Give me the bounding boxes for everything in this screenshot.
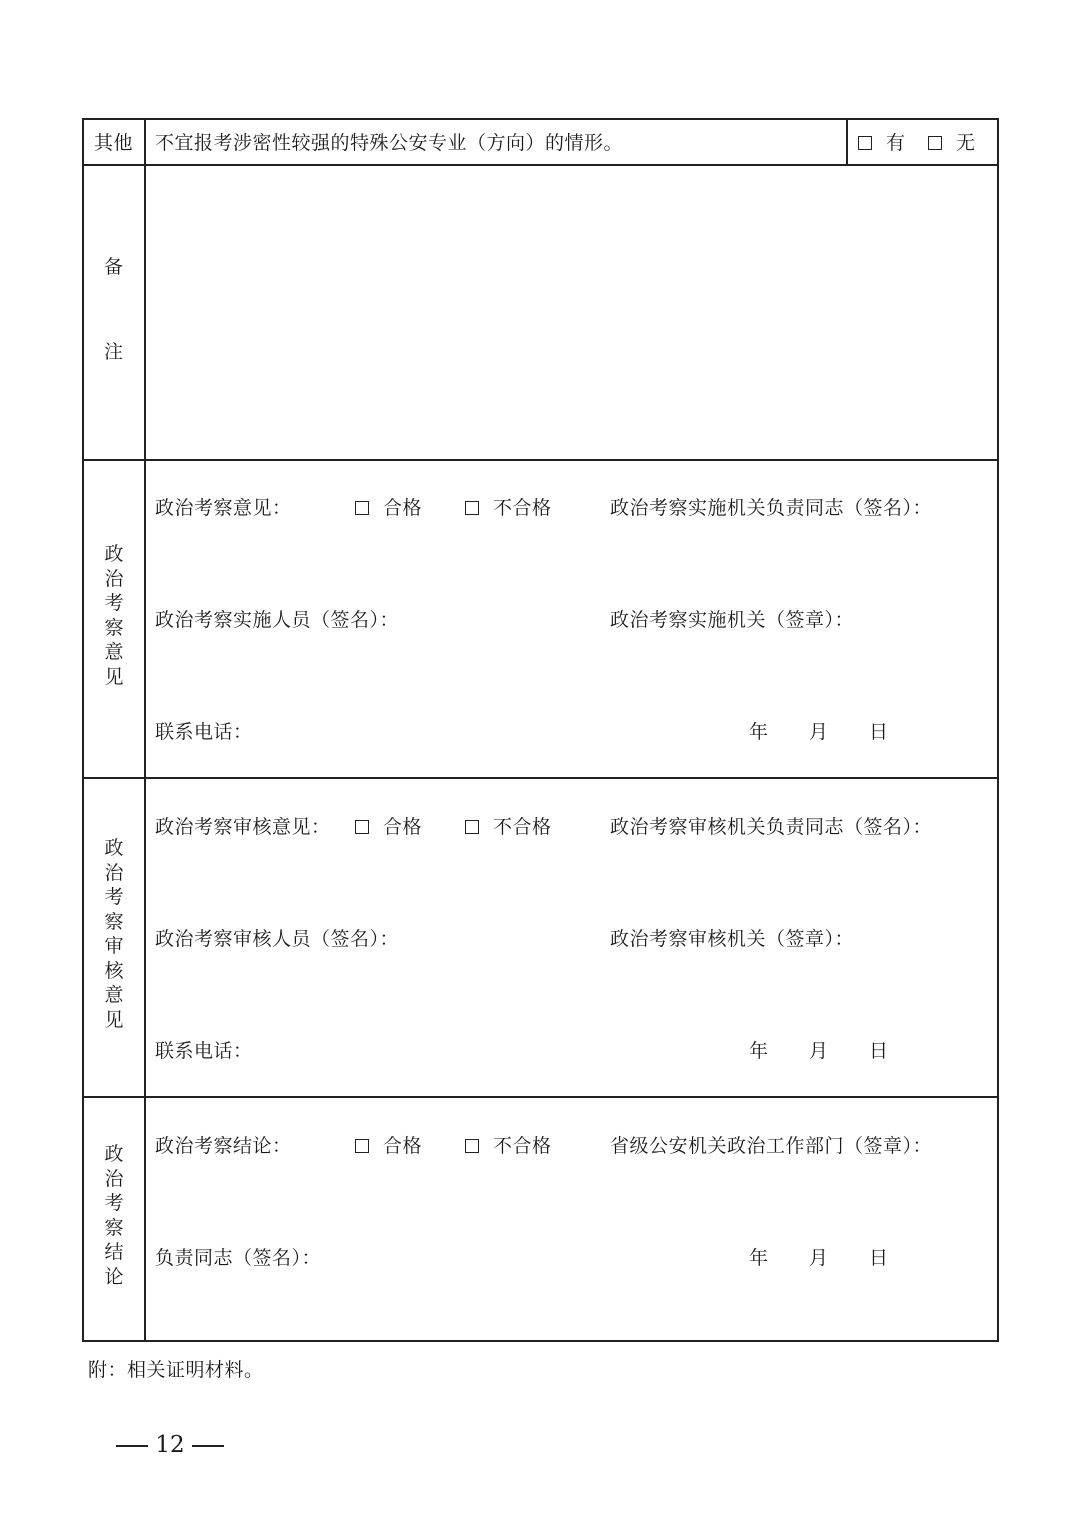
- opinion-leader-signature: 政治考察实施机关负责同志（签名）：: [610, 497, 933, 519]
- conclusion-fail-option[interactable]: 不合格: [465, 1134, 552, 1158]
- remarks-label-char-1: 备: [104, 256, 124, 278]
- review-leader-signature: 政治考察审核机关负责同志（签名）：: [610, 816, 933, 838]
- review-pass-checkbox[interactable]: [355, 820, 369, 834]
- opinion-phone: 联系电话：: [155, 721, 253, 743]
- row-divider-3: [82, 777, 999, 779]
- remarks-field[interactable]: [147, 167, 995, 457]
- label-column-divider: [144, 118, 146, 1342]
- other-label: 其他: [94, 132, 134, 154]
- table-border-top: [82, 118, 999, 120]
- page-number-value: 12: [155, 1432, 185, 1458]
- review-month: 月: [809, 1040, 829, 1062]
- review-phone: 联系电话：: [155, 1040, 253, 1062]
- opinion-staff-signature: 政治考察实施人员（签名）：: [155, 609, 400, 631]
- opinion-org-seal: 政治考察实施机关（签章）：: [610, 609, 855, 631]
- review-field-label: 政治考察审核意见：: [155, 816, 331, 838]
- review-fail-option[interactable]: 不合格: [465, 815, 552, 839]
- opinion-pass-option[interactable]: 合格: [355, 496, 422, 520]
- conclusion-dept-seal: 省级公安机关政治工作部门（签章）：: [610, 1135, 933, 1157]
- review-fail-checkbox[interactable]: [465, 820, 479, 834]
- other-no-option[interactable]: [928, 131, 976, 155]
- opinion-fail-option[interactable]: 不合格: [465, 496, 552, 520]
- table-border-right: [997, 118, 999, 1342]
- review-staff-signature: 政治考察审核人员（签名）：: [155, 928, 400, 950]
- review-year: 年: [749, 1040, 769, 1062]
- conclusion-fail-checkbox[interactable]: [465, 1139, 479, 1153]
- conclusion-month: 月: [809, 1247, 829, 1269]
- table-border-bottom: [82, 1340, 999, 1342]
- opinion-day: 日: [869, 721, 889, 743]
- other-row-divider: [846, 118, 848, 165]
- row-divider-1: [82, 164, 999, 166]
- opinion-month: 月: [809, 721, 829, 743]
- page-number-dash-right: [192, 1445, 224, 1446]
- yes-label: 有: [886, 132, 906, 154]
- opinion-field-label: 政治考察意见：: [155, 497, 292, 519]
- yes-checkbox[interactable]: [858, 136, 872, 150]
- opinion-fail-checkbox[interactable]: [465, 501, 479, 515]
- other-text: 不宜报考涉密性较强的特殊公安专业（方向）的情形。: [155, 132, 624, 154]
- other-yes-option[interactable]: [858, 131, 906, 155]
- no-checkbox[interactable]: [928, 136, 942, 150]
- page-number-dash-left: [116, 1445, 148, 1446]
- opinion-year: 年: [749, 721, 769, 743]
- conclusion-field-label: 政治考察结论：: [155, 1135, 292, 1157]
- opinion-pass-checkbox[interactable]: [355, 501, 369, 515]
- conclusion-day: 日: [869, 1247, 889, 1269]
- attachment-note: 附：相关证明材料。: [88, 1359, 264, 1381]
- conclusion-leader-signature: 负责同志（签名）：: [155, 1247, 322, 1269]
- review-label: 政 治 考 察 审 核 意 见: [104, 837, 124, 1031]
- table-border-left: [82, 118, 84, 1342]
- review-org-seal: 政治考察审核机关（签章）：: [610, 928, 855, 950]
- conclusion-year: 年: [749, 1247, 769, 1269]
- conclusion-label: 政 治 考 察 结 论: [104, 1143, 124, 1288]
- remarks-label-char-2: 注: [104, 341, 124, 363]
- page-number: [116, 1432, 224, 1458]
- conclusion-pass-checkbox[interactable]: [355, 1139, 369, 1153]
- review-pass-option[interactable]: 合格: [355, 815, 422, 839]
- conclusion-pass-option[interactable]: 合格: [355, 1134, 422, 1158]
- review-day: 日: [869, 1040, 889, 1062]
- no-label: 无: [956, 132, 976, 154]
- opinion-label: 政 治 考 察 意 见: [104, 543, 124, 688]
- row-divider-4: [82, 1096, 999, 1098]
- row-divider-2: [82, 459, 999, 461]
